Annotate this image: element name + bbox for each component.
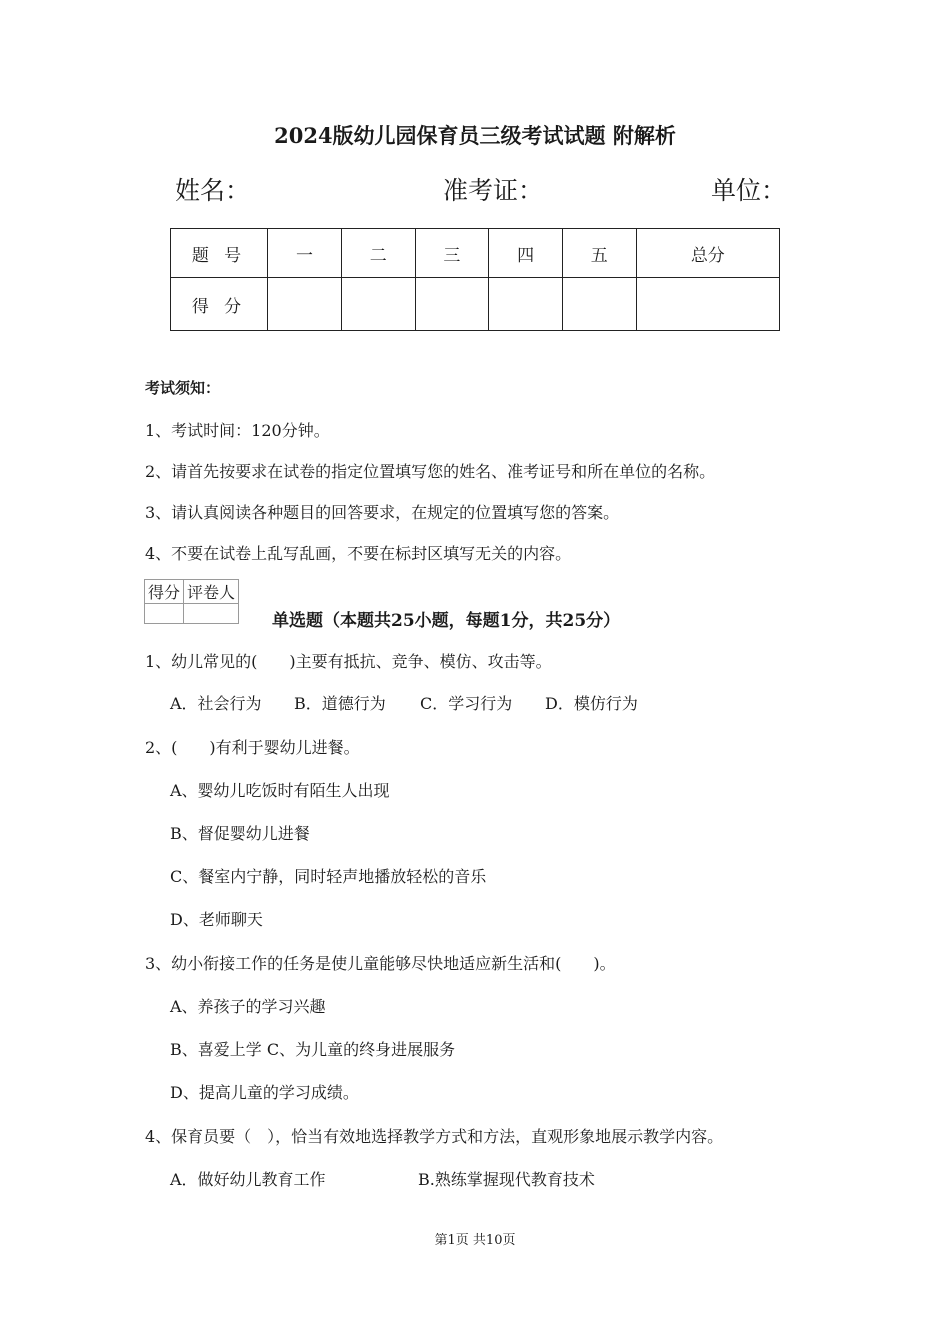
score-entry-cell[interactable] [268,278,342,331]
question-stem: 1、幼儿常见的( )主要有抵抗、竞争、模仿、攻击等。 [145,652,552,671]
score-table-cell: 四 [489,229,563,278]
score-entry-cell[interactable] [489,278,563,331]
grader-box-grader-label: 评卷人 [184,580,239,604]
exam-number-field-label: 准考证： [443,176,544,205]
grader-box-grader-cell[interactable] [184,604,239,624]
score-table-cell: 三 [415,229,489,278]
question-option: A、婴幼儿吃饭时有陌生人出现 [170,781,390,800]
notice-item: 1、考试时间：120分钟。 [145,421,330,440]
score-table-cell: 二 [341,229,415,278]
question-option: B、督促婴幼儿进餐 [170,824,310,843]
page-title: 2024版幼儿园保育员三级考试试题 附解析 [274,123,676,148]
score-table-cell: 一 [268,229,342,278]
notice-heading: 考试须知： [145,379,221,397]
score-table-header-row [171,229,780,278]
score-table [170,228,780,331]
question-option: A．做好幼儿教育工作 [170,1170,326,1189]
score-table-cell: 得分 [171,278,268,331]
grader-box [144,579,239,624]
page-footer: 第1页 共10页 [434,1233,516,1248]
score-entry-cell[interactable] [415,278,489,331]
section-title: 单选题（本题共25小题，每题1分，共25分） [272,611,621,631]
question-stem: 4、保育员要（ ），恰当有效地选择教学方式和方法，直观形象地展示教学内容。 [145,1127,724,1146]
question-option: D、提高儿童的学习成绩。 [170,1083,359,1102]
question-option: C、餐室内宁静，同时轻声地播放轻松的音乐 [170,867,487,886]
score-table-score-row [171,278,780,331]
score-table-cell: 五 [562,229,636,278]
score-entry-cell[interactable] [636,278,779,331]
question-option: C．学习行为 [420,694,513,713]
score-table-cell: 总分 [636,229,779,278]
notice-item: 3、请认真阅读各种题目的回答要求，在规定的位置填写您的答案。 [145,503,620,522]
question-option: D、老师聊天 [170,910,263,929]
question-option: A．社会行为 [170,694,262,713]
notice-item: 4、不要在试卷上乱写乱画，不要在标封区填写无关的内容。 [145,544,572,563]
question-option: D．模仿行为 [545,694,638,713]
question-option: B．道德行为 [294,694,386,713]
grader-box-score-cell[interactable] [145,604,184,624]
name-field-label: 姓名： [175,176,251,205]
question-option: A、养孩子的学习兴趣 [170,997,326,1016]
score-table-cell: 题号 [171,229,268,278]
question-option: B、喜爱上学 C、为儿童的终身进展服务 [170,1040,456,1059]
unit-field-label: 单位： [711,176,787,205]
score-entry-cell[interactable] [562,278,636,331]
grader-box-score-label: 得分 [145,580,184,604]
score-entry-cell[interactable] [341,278,415,331]
notice-item: 2、请首先按要求在试卷的指定位置填写您的姓名、准考证号和所在单位的名称。 [145,462,716,481]
question-stem: 3、幼小衔接工作的任务是使儿童能够尽快地适应新生活和( )。 [145,954,616,973]
question-option: B.熟练掌握现代教育技术 [418,1170,595,1189]
question-stem: 2、( )有利于婴幼儿进餐。 [145,738,360,757]
